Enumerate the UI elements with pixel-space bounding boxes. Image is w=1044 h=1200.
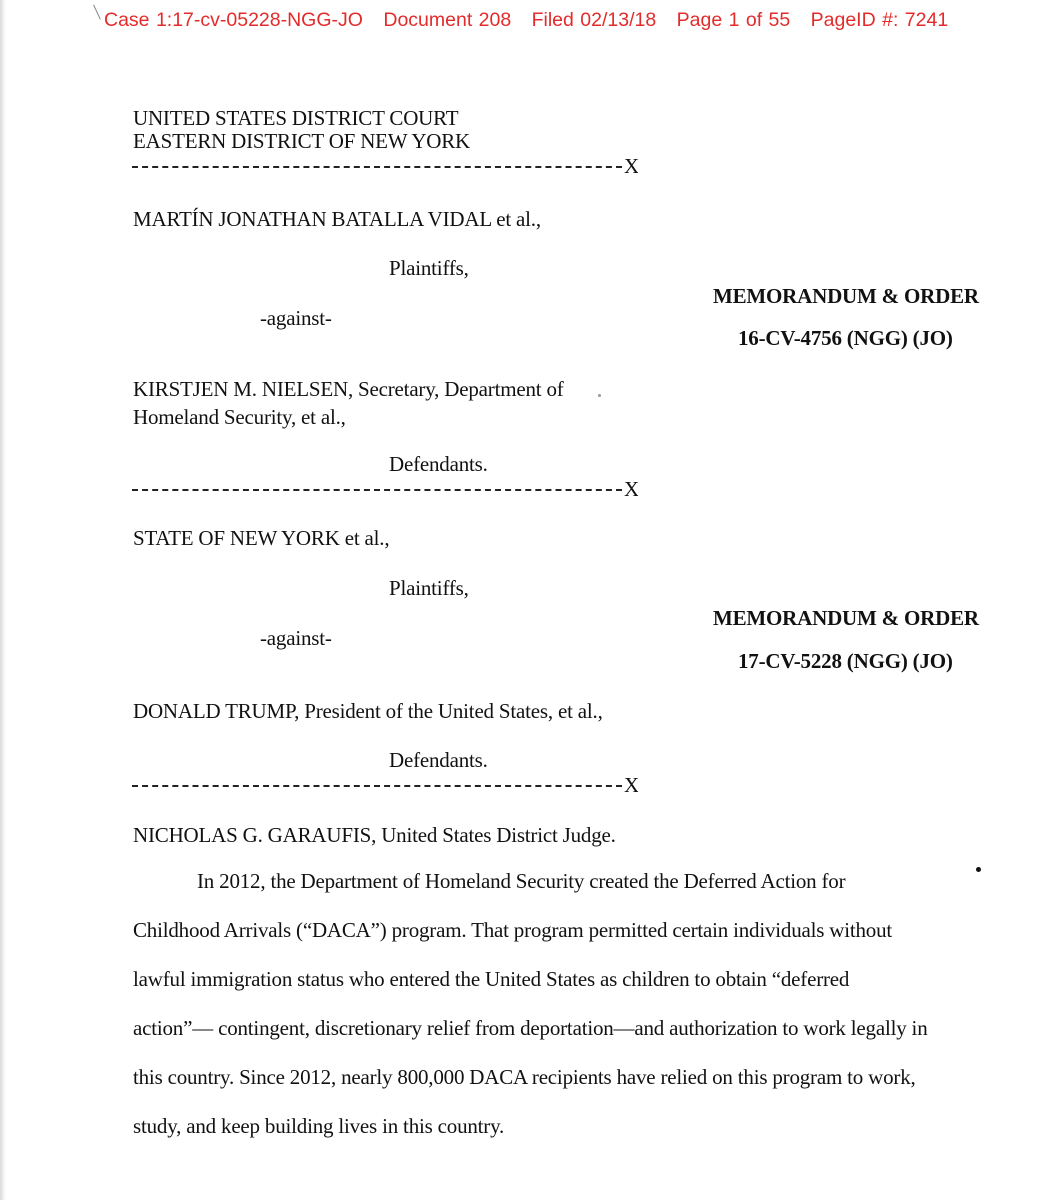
case1-plaintiff: MARTÍN JONATHAN BATALLA VIDAL et al., — [133, 207, 541, 231]
case1-against: -against- — [260, 306, 332, 330]
caption-divider-middle: X — [132, 477, 638, 501]
case1-defendant-line2: Homeland Security, et al., — [133, 405, 346, 429]
case2-defendant: DONALD TRUMP, President of the United States, et al., — [133, 699, 603, 723]
court-district: EASTERN DISTRICT OF NEW YORK — [133, 129, 471, 153]
case1-defendant-line1: KIRSTJEN M. NIELSEN, Secretary, Department of — [133, 377, 564, 401]
case2-plaintiffs-label: Plaintiffs, — [389, 576, 469, 600]
scan-dot — [976, 867, 981, 872]
body-line-6: study, and keep building lives in this country. — [133, 1114, 505, 1138]
case2-plaintiff: STATE OF NEW YORK et al., — [133, 526, 390, 550]
body-line-3: lawful immigration status who entered the United States as children to obtain “deferred — [133, 967, 850, 991]
filing-header-stamp — [104, 9, 948, 32]
document-number: Document 208 — [383, 9, 512, 31]
filed-date: Filed 02/13/18 — [531, 9, 657, 31]
page-count: Page 1 of 55 — [676, 9, 791, 31]
caption-divider-top: X — [132, 154, 638, 178]
case2-against: -against- — [260, 626, 332, 650]
body-line-4: action”— contingent, discretionary relief from deportation—and authorization to work legally in — [133, 1016, 928, 1040]
case-number: Case 1:17-cv-05228-NGG-JO — [104, 9, 363, 31]
case1-docket: 16-CV-4756 (NGG) (JO) — [738, 326, 953, 350]
body-line-1: In 2012, the Department of Homeland Security created the Deferred Action for — [197, 869, 846, 893]
scan-speck — [598, 394, 601, 397]
page-edge — [0, 0, 6, 1200]
page-id: PageID #: 7241 — [810, 9, 949, 31]
caption-divider-bottom: X — [132, 773, 638, 797]
body-line-2: Childhood Arrivals (“DACA”) program. That program permitted certain individuals without — [133, 918, 893, 942]
case2-docket: 17-CV-5228 (NGG) (JO) — [738, 649, 953, 673]
case2-title: MEMORANDUM & ORDER — [713, 606, 979, 630]
body-line-5: this country. Since 2012, nearly 800,000 DACA recipients have relied on this program to work, — [133, 1065, 916, 1089]
case1-plaintiffs-label: Plaintiffs, — [389, 256, 469, 280]
case1-title: MEMORANDUM & ORDER — [713, 284, 979, 308]
case2-defendants-label: Defendants. — [389, 748, 488, 772]
case1-defendants-label: Defendants. — [389, 452, 488, 476]
judge-line: NICHOLAS G. GARAUFIS, United States District Judge. — [133, 823, 616, 847]
court-name: UNITED STATES DISTRICT COURT — [133, 106, 459, 130]
